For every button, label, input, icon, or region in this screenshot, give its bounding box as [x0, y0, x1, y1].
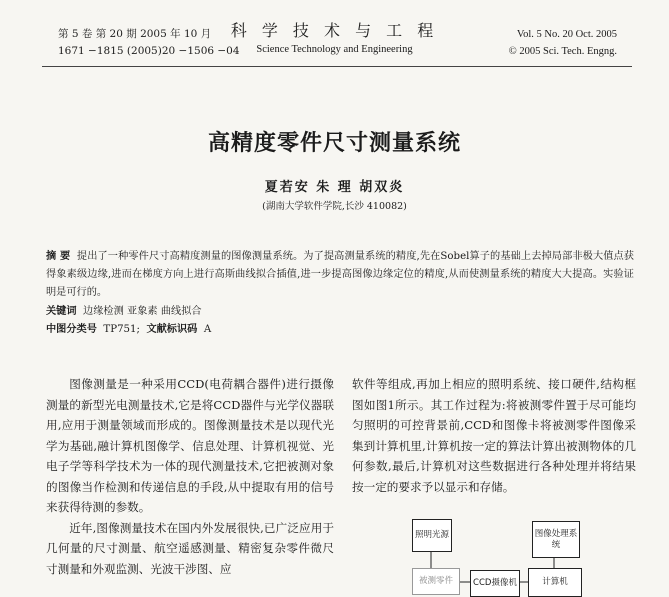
- header-right: [509, 26, 617, 60]
- volume-issue-date: 第 5 卷 第 20 期 2005 年 10 月: [58, 28, 212, 40]
- image-processing-box: 图像处理系统: [532, 521, 580, 558]
- body-column-right: [352, 374, 636, 497]
- abstract-text: 提出了一种零件尺寸高精度测量的图像测量系统。为了提高测量系统的精度,先在Sobel算子的基础上去掉局部非极大值点获得象素级边缘,进而在梯度方向上进行高斯曲线拟合插值,进一步提高图像边缘定位的精度,从而使测量系统的精度大大提高。实验证明是可行的。: [46, 251, 634, 298]
- body-paragraph: 图像测量是一种采用CCD(电荷耦合器件)进行摄像测量的新型光电测量技术,它是将CCD器件与光学仪器联用,应用于测量领域而形成的。图像测量技术是以现代光学为基础,融计算机图像学、信息处理、计算机视觉、光电子学等科学技术为一体的现代测量技术,它把被测对象的图像当作检测和传递信息的手段,从中提取有用的信号来获得待测的参数。: [46, 377, 334, 514]
- keywords: [46, 302, 202, 317]
- classification-value: TP751;: [103, 324, 140, 335]
- body-paragraph: 近年,图像测量技术在国内外发展很快,已广泛应用于几何量的尺寸测量、航空遥感测量、精密复杂零件微尺寸测量和外观监测、光波干涉图、应: [46, 520, 334, 576]
- paper-title: 高精度零件尺寸测量系统: [207, 131, 461, 156]
- part-box: 被测零件: [412, 568, 460, 595]
- classification-label: 中图分类号: [46, 324, 97, 335]
- body-column-left: [46, 374, 334, 579]
- figure-1-diagram: [352, 510, 642, 589]
- copyright-line: © 2005 Sci. Tech. Engng.: [508, 46, 617, 57]
- journal-name-cn: 科 学 技 术 与 工 程: [230, 21, 439, 40]
- paper-authors: 夏若安 朱 理 胡双炎: [264, 180, 405, 195]
- header-divider: [42, 66, 632, 67]
- issn-code: 1671 −1815 (2005)20 −1506 −04: [58, 45, 240, 57]
- abstract-label: 摘 要: [46, 251, 71, 262]
- keywords-text: 边缘检测 亚象素 曲线拟合: [83, 306, 202, 317]
- doc-code-label: 文献标识码: [146, 324, 198, 335]
- illumination-box: 照明光源: [412, 519, 452, 552]
- computer-box: 计算机: [528, 568, 582, 597]
- journal-name-en: Science Technology and Engineering: [256, 44, 413, 55]
- classification: [46, 320, 211, 335]
- abstract: [46, 248, 634, 302]
- ccd-camera-box: CCD摄像机: [470, 570, 520, 597]
- volume-info-en: Vol. 5 No. 20 Oct. 2005: [516, 29, 617, 40]
- body-paragraph: 软件等组成,再加上相应的照明系统、接口硬件,结构框图如图1所示。其工作过程为:将被测零件置于尽可能均匀照明的可控背景前,CCD和图像卡将被测零件图像采集到计算机里,计算机按一定的算法计算出被测物体的几何参数,最后,计算机对这些数据进行各种处理并将结果按一定的要求予以显示和存储。: [352, 377, 636, 494]
- doc-code-value: A: [203, 324, 212, 335]
- paper-affiliation: (湖南大学软件学院,长沙 410082): [262, 201, 407, 212]
- keywords-label: 关键词: [46, 306, 77, 317]
